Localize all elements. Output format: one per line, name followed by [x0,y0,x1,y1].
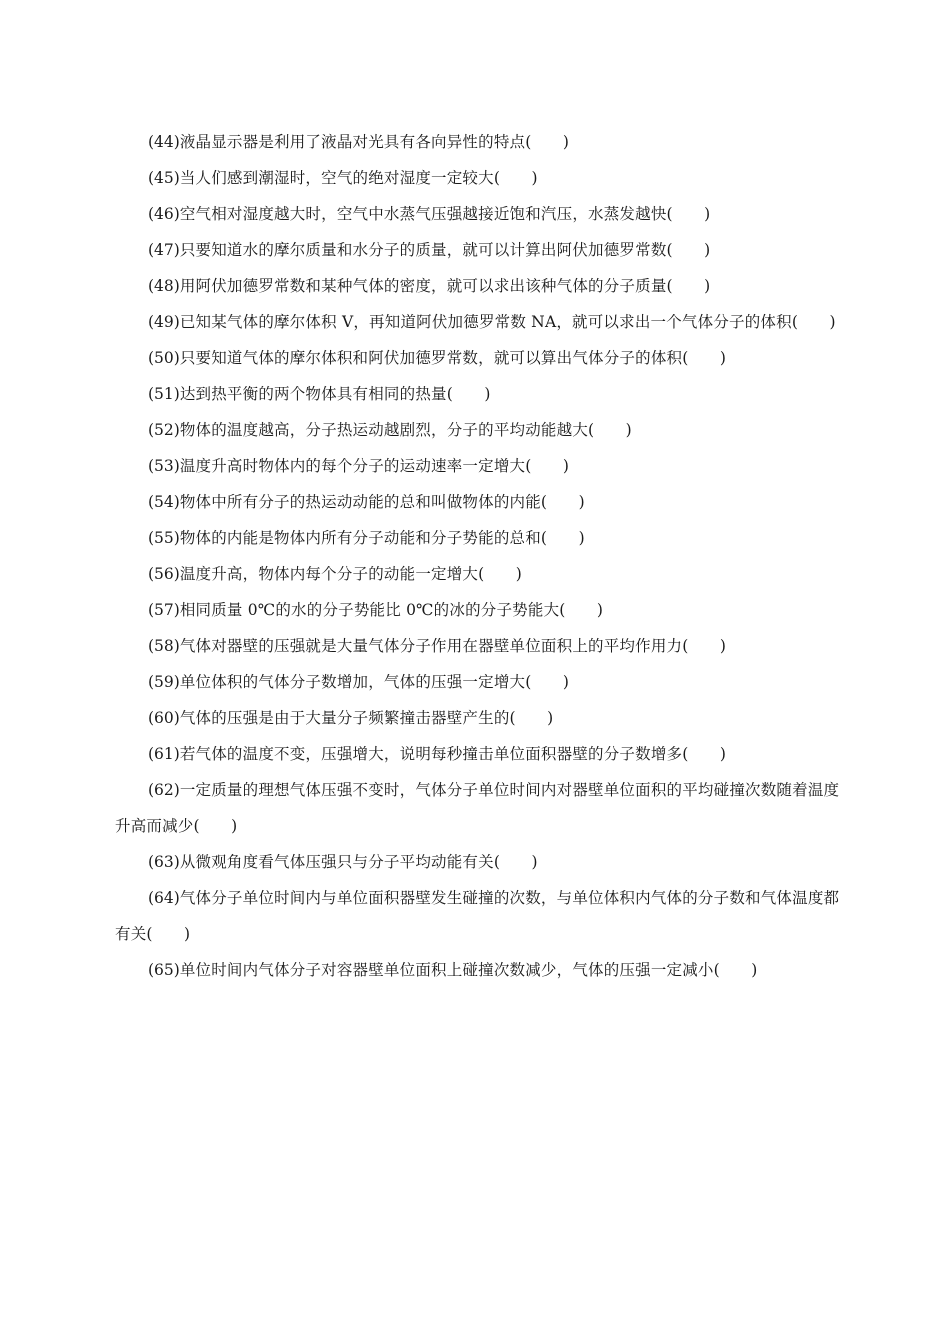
question-number: (51) [148,385,180,403]
question-text: 一定质量的理想气体压强不变时，气体分子单位时间内对器壁单位面积的平均碰撞次数随着温度升高而减少( ) [115,781,840,835]
question-item [115,880,840,952]
question-number: (63) [148,853,180,871]
question-item [115,664,840,700]
question-number: (56) [148,565,180,583]
question-number: (61) [148,745,180,763]
question-text: 当人们感到潮湿时，空气的绝对湿度一定较大( ) [179,169,538,187]
question-text: 气体的压强是由于大量分子频繁撞击器壁产生的( ) [179,709,554,727]
question-item [115,952,840,988]
question-text: 已知某气体的摩尔体积 V，再知道阿伏加德罗常数 NA，就可以求出一个气体分子的体积( ) [179,313,836,331]
question-text: 物体的内能是物体内所有分子动能和分子势能的总和( ) [179,529,585,547]
question-text: 只要知道水的摩尔质量和水分子的质量，就可以计算出阿伏加德罗常数( ) [179,241,711,259]
question-number: (57) [148,601,180,619]
question-item [115,340,840,376]
question-number: (55) [148,529,180,547]
question-text: 气体对器壁的压强就是大量气体分子作用在器壁单位面积上的平均作用力( ) [179,637,727,655]
question-number: (50) [148,349,180,367]
question-item [115,772,840,844]
question-number: (44) [148,133,180,151]
question-item [115,628,840,664]
question-number: (65) [148,961,180,979]
question-number: (48) [148,277,180,295]
question-number: (60) [148,709,180,727]
question-number: (62) [148,781,180,799]
question-number: (64) [148,889,180,907]
question-item [115,844,840,880]
question-item [115,160,840,196]
question-text: 只要知道气体的摩尔体积和阿伏加德罗常数，就可以算出气体分子的体积( ) [179,349,727,367]
question-item [115,196,840,232]
question-number: (49) [148,313,180,331]
question-text: 温度升高，物体内每个分子的动能一定增大( ) [179,565,523,583]
question-item [115,304,840,340]
question-item [115,520,840,556]
question-item [115,484,840,520]
question-text: 若气体的温度不变，压强增大，说明每秒撞击单位面积器壁的分子数增多( ) [179,745,727,763]
question-text: 温度升高时物体内的每个分子的运动速率一定增大( ) [179,457,570,475]
question-text: 气体分子单位时间内与单位面积器壁发生碰撞的次数，与单位体积内气体的分子数和气体温度都有关( ) [115,889,840,943]
question-number: (53) [148,457,180,475]
question-number: (54) [148,493,180,511]
question-text: 相同质量 0℃的水的分子势能比 0℃的冰的分子势能大( ) [179,601,604,619]
question-item [115,592,840,628]
question-number: (45) [148,169,180,187]
question-number: (46) [148,205,180,223]
question-item [115,268,840,304]
question-item [115,232,840,268]
question-text: 物体的温度越高，分子热运动越剧烈，分子的平均动能越大( ) [179,421,632,439]
question-number: (52) [148,421,180,439]
question-list [115,124,840,988]
question-text: 从微观角度看气体压强只与分子平均动能有关( ) [179,853,538,871]
question-number: (47) [148,241,180,259]
question-item [115,556,840,592]
question-text: 物体中所有分子的热运动动能的总和叫做物体的内能( ) [179,493,585,511]
question-text: 单位体积的气体分子数增加，气体的压强一定增大( ) [179,673,570,691]
question-text: 液晶显示器是利用了液晶对光具有各向异性的特点( ) [179,133,570,151]
question-item [115,124,840,160]
question-text: 空气相对湿度越大时，空气中水蒸气压强越接近饱和汽压，水蒸发越快( ) [179,205,711,223]
question-item [115,448,840,484]
question-item [115,412,840,448]
question-number: (59) [148,673,180,691]
question-text: 单位时间内气体分子对容器壁单位面积上碰撞次数减少，气体的压强一定减小( ) [179,961,758,979]
question-item [115,700,840,736]
question-number: (58) [148,637,180,655]
question-text: 用阿伏加德罗常数和某种气体的密度，就可以求出该种气体的分子质量( ) [179,277,711,295]
question-item [115,736,840,772]
question-item [115,376,840,412]
question-text: 达到热平衡的两个物体具有相同的热量( ) [179,385,491,403]
